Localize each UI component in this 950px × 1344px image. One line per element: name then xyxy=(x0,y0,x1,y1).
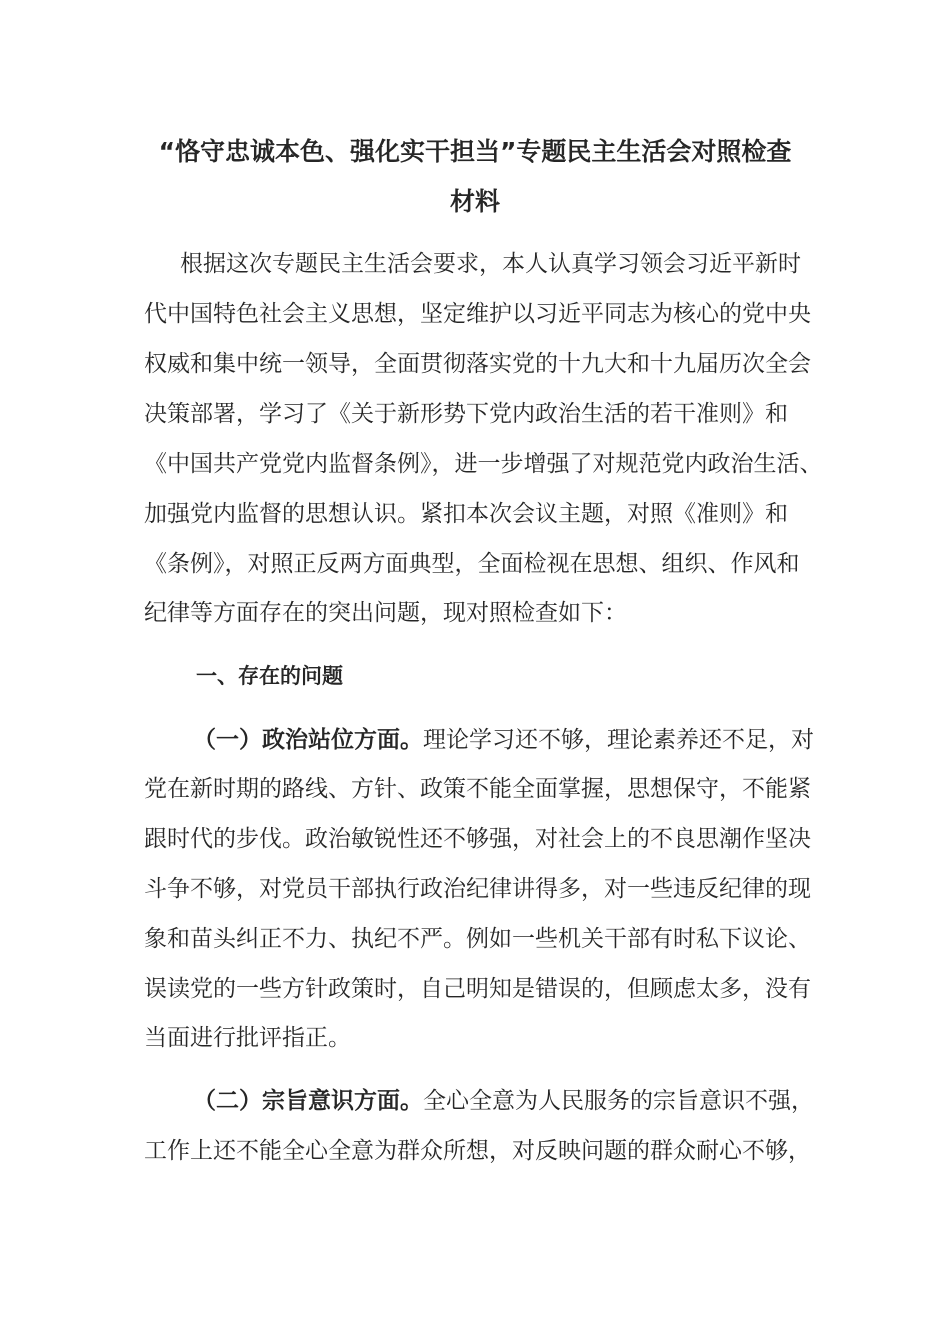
item2-first-line xyxy=(193,1086,814,1116)
section-heading: 一、存在的问题 xyxy=(196,664,343,688)
item1-lead: （一）政治站位方面。 xyxy=(193,727,423,753)
intro-line: 加强党内监督的思想认识。紧扣本次会议主题，对照《准则》和 xyxy=(144,501,788,527)
intro-line: 《条例》，对照正反两方面典型，全面检视在思想、组织、作风和 xyxy=(144,551,800,577)
item2-lead: （二）宗旨意识方面。 xyxy=(193,1088,423,1114)
intro-line: 代中国特色社会主义思想，坚定维护以习近平同志为核心的党中央 xyxy=(144,301,811,327)
item1-line: 斗争不够，对党员干部执行政治纪律讲得多，对一些违反纪律的现 xyxy=(144,876,811,902)
intro-line: 决策部署，学习了《关于新形势下党内政治生活的若干准则》和 xyxy=(144,401,788,427)
item1-first-line xyxy=(193,725,814,755)
intro-line: 纪律等方面存在的突出问题，现对照检查如下： xyxy=(144,600,627,626)
item1-line: 当面进行批评指正。 xyxy=(144,1025,351,1051)
intro-line: 权威和集中统一领导，全面贯彻落实党的十九大和十九届历次全会 xyxy=(144,351,811,377)
title-line-2: 材料 xyxy=(449,187,500,216)
intro-line: 《中国共产党党内监督条例》，进一步增强了对规范党内政治生活、 xyxy=(144,451,823,477)
item2-line: 工作上还不能全心全意为群众所想，对反映问题的群众耐心不够， xyxy=(144,1138,811,1164)
item1-line: 误读党的一些方针政策时，自己明知是错误的，但顾虑太多，没有 xyxy=(144,976,811,1002)
item1-first-rest: 理论学习还不够，理论素养还不足，对 xyxy=(423,727,814,753)
title-line-1: “恪守忠诚本色、强化实干担当”专题民主生活会对照检查 xyxy=(158,137,792,166)
item1-line: 跟时代的步伐。政治敏锐性还不够强，对社会上的不良思潮作坚决 xyxy=(144,826,811,852)
item2-first-rest: 全心全意为人民服务的宗旨意识不强， xyxy=(423,1088,814,1114)
page-title xyxy=(130,127,820,227)
item1-line: 象和苗头纠正不力、执纪不严。例如一些机关干部有时私下议论、 xyxy=(144,926,811,952)
item1-line: 党在新时期的路线、方针、政策不能全面掌握，思想保守，不能紧 xyxy=(144,776,811,802)
intro-line: 根据这次专题民主生活会要求，本人认真学习领会习近平新时 xyxy=(180,251,801,277)
